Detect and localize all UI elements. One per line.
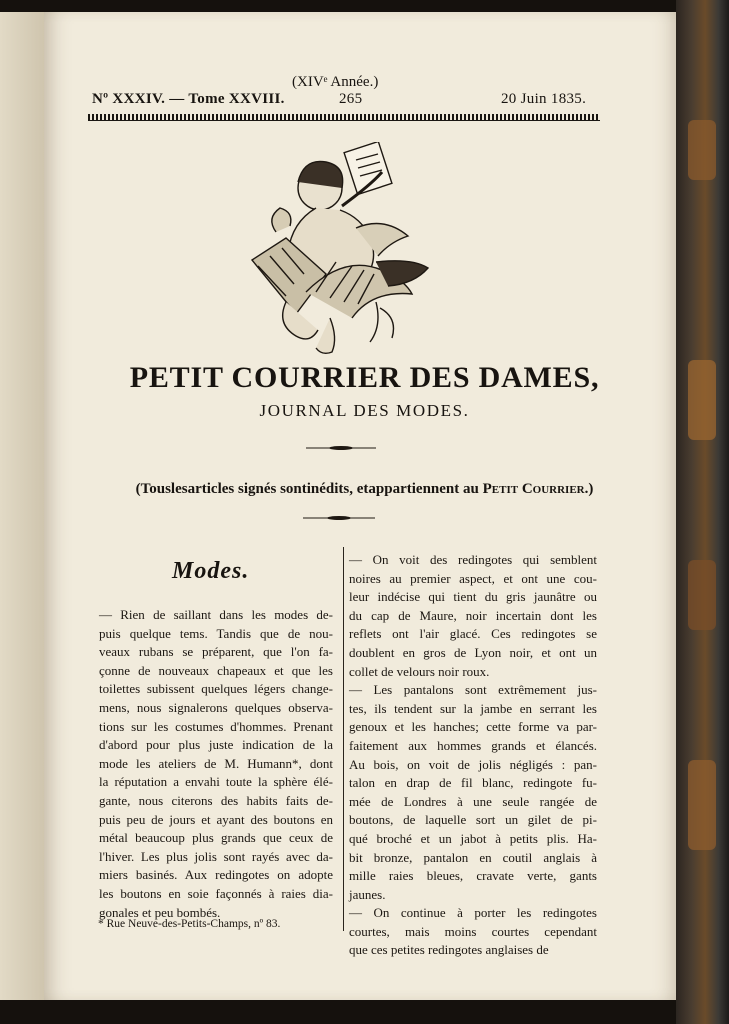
text-line: talon en drap de fil blanc, redingote fu- (349, 775, 597, 791)
text-line: qué broché et un jabot à petits plis. Ha- (349, 830, 597, 846)
text-line: les boutons en soie façonnés à raies dia- (99, 885, 333, 901)
ornamental-rule (303, 516, 375, 520)
text-line: Au bois, on voit de jolis négligés : pan- (349, 756, 597, 772)
issue-label: Nº XXXIV. — Tome XXVIII. (92, 91, 285, 107)
text-line: boutons, de laquelle sort un gilet de pi- (349, 812, 597, 828)
text-line: reflets ont l'air glacé. Ces redingotes se (349, 626, 597, 642)
issue-date: 20 Juin 1835. (501, 91, 587, 107)
rights-notice (0, 481, 729, 498)
rights-notice-end: .) (584, 481, 594, 497)
text-line: doublent en gros de Lyon noir, et ont un (349, 644, 597, 660)
text-line: faitement aux hommes grands et élancés. (349, 737, 597, 753)
text-line: gante, nous citerons des habits faits de- (99, 792, 333, 808)
text-line: bit bronze, pantalon en coutil anglais à (349, 849, 597, 865)
text-line: collet de velours noir roux. (349, 663, 490, 679)
header-rule (88, 114, 600, 121)
rights-notice-text: (Touslesarticles signés sontinédits, etappartiennent au (135, 481, 483, 497)
text-line: toilettes subissent quelques légers change- (99, 681, 333, 697)
text-line: çonne de nouveaux chapeaux et que les (99, 662, 333, 678)
text-line: mille raies bleues, cravate verte, gants (349, 868, 597, 884)
text-line: — On continue à porter les redingotes (349, 905, 597, 921)
cherub-engraving (246, 142, 434, 357)
text-line: tions sur les costumes d'hommes. Prenant (99, 718, 333, 734)
text-line: la réputation a envahi toute la sphère élé- (99, 774, 333, 790)
text-line: — Les pantalons sont extrêmement jus- (349, 682, 597, 698)
text-line: veaux rubans se préparent, que l'on fa- (99, 644, 333, 660)
section-heading: Modes. (172, 558, 250, 584)
marbling-spot (688, 560, 716, 630)
text-line: leur indécise qui tient du gris jaunâtre ou (349, 589, 597, 605)
marbling-spot (688, 120, 716, 180)
text-line: d'abord pour plus juste indication de la (99, 737, 333, 753)
page-number: 265 (339, 91, 363, 107)
text-line: mode les ateliers de M. Humann*, dont (99, 755, 333, 771)
marbling-spot (688, 760, 716, 850)
facing-page-edge (0, 12, 45, 1000)
text-line: que ces petites redingotes anglaises de (349, 942, 549, 958)
text-line: noires au premier aspect, et ont une cou- (349, 570, 597, 586)
text-line: genoux et les hanches; cette forme va par- (349, 719, 597, 735)
text-line: puis peu de jours et ayant des boutons en (99, 811, 333, 827)
right-column-text (349, 551, 597, 960)
text-line: — Rien de saillant dans les modes de- (99, 607, 333, 622)
text-line: jaunes. (349, 886, 386, 902)
text-line: puis quelque tems. Tandis que de nou- (99, 625, 333, 641)
text-line: du cap de Maure, noir incertain dont les (349, 607, 597, 623)
text-line: courtes, mais moins courtes cependant (349, 923, 597, 939)
footnote: * Rue Neuve-des-Petits-Champs, nº 83. (98, 918, 281, 930)
text-line: mens, nous signalerons quelques observa- (99, 699, 333, 715)
year-label: (XIVᵉ Année.) (292, 74, 379, 90)
text-line: mée de Londres à une seule rangée de (349, 793, 597, 809)
text-line: l'hiver. Les plus jolis sont rayés avec da- (99, 848, 333, 864)
text-line: — On voit des redingotes qui semblent (349, 552, 597, 567)
text-line: métal beaucoup plus grands que ceux de (99, 830, 333, 846)
masthead-subtitle: JOURNAL DES MODES. (259, 401, 470, 420)
masthead-title: PETIT COURRIER DES DAMES, (129, 361, 600, 394)
text-line: miers basinés. Aux redingotes on adopte (99, 867, 333, 883)
text-line: gonales et peu bombés. (99, 904, 221, 920)
text-line: tes, ils tendent sur la jambe en serrant les (349, 700, 597, 716)
left-column-text (99, 606, 333, 922)
rights-notice-brand: Petit Courrier (482, 481, 585, 497)
ornamental-rule (306, 446, 376, 450)
column-divider (343, 547, 344, 931)
